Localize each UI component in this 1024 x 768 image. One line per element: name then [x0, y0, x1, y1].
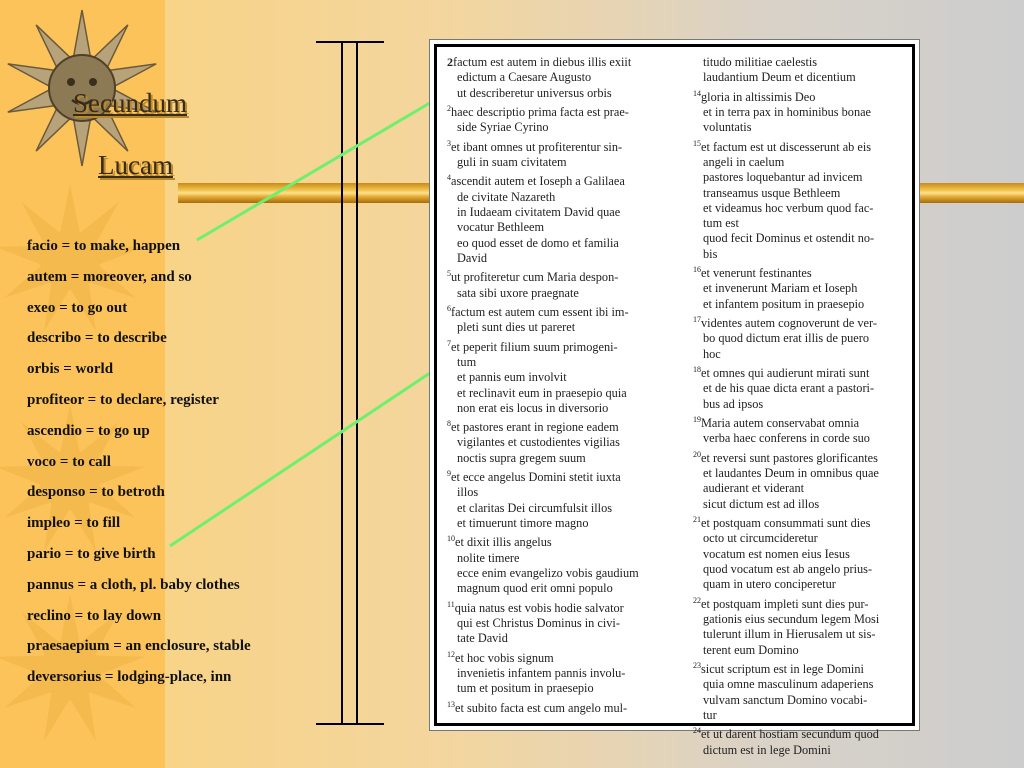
verse-text: titudo militiae caelestis [703, 55, 818, 69]
verse-line [693, 170, 907, 185]
verse-number: 4 [447, 173, 451, 183]
verse-line [693, 481, 907, 496]
verse-text: et in terra pax in hominibus bonae [703, 104, 872, 119]
verse-text: Maria autem conservabat omnia [701, 416, 860, 431]
verse-text: sicut dictum est ad illos [703, 496, 820, 511]
verse-line [693, 136, 907, 155]
verse-line [447, 435, 662, 450]
verse-text: pleti sunt dies ut pareret [457, 320, 576, 335]
verse-text: side Syriae Cyrino [457, 120, 549, 135]
verse-text: angeli in caelum [703, 154, 785, 169]
verse-line [693, 612, 907, 627]
verse-text: illos [457, 485, 479, 500]
verse-text: gationis eius secundum legem Mosi [703, 611, 880, 626]
verse-text: voluntatis [703, 120, 752, 135]
verse-line [447, 251, 662, 266]
verse-line [693, 297, 907, 312]
verse-line [693, 155, 907, 170]
vocab-item: ascendio = to go up [27, 422, 150, 439]
verse-line [693, 55, 907, 70]
verse-line [447, 416, 662, 435]
verse-text: et reclinavit eum in praesepio quia [457, 385, 627, 400]
verse-line [693, 431, 907, 446]
verse-line [447, 597, 662, 616]
verse-number: 13 [447, 699, 455, 709]
verse-text: tum [457, 354, 477, 369]
verse-line [447, 70, 662, 85]
verse-line [693, 86, 907, 105]
verse-text: et pannis eum involvit [457, 370, 567, 385]
verse-text: invenietis infantem pannis involu- [457, 666, 626, 681]
verse-line [693, 531, 907, 546]
verse-line [693, 281, 907, 296]
verse-text: haec descriptio prima facta est prae- [451, 104, 629, 119]
verse-number: 7 [447, 338, 451, 348]
verse-line [693, 512, 907, 531]
verse-line [447, 401, 662, 416]
verse-number: 3 [447, 138, 451, 148]
verse-line [447, 236, 662, 251]
verse-text: vigilantes et custodientes vigilias [457, 435, 620, 450]
verse-number: 15 [693, 138, 701, 148]
vocab-item: exeo = to go out [27, 299, 128, 316]
verse-line [693, 627, 907, 642]
verse-text: et reversi sunt pastores glorificantes [701, 450, 878, 465]
verse-text: vulvam sanctum Domino vocabi- [703, 692, 868, 707]
verse-line [447, 566, 662, 581]
verse-text: magnum quod erit omni populo [457, 581, 613, 596]
verse-text: eo quod esset de domo et familia [457, 235, 619, 250]
vocab-item: reclino = to lay down [27, 607, 162, 624]
vocab-item: orbis = world [27, 361, 114, 378]
verse-line [693, 447, 907, 466]
verse-text: vocatum est nomen eius Iesus [703, 546, 850, 561]
verse-number: 10 [447, 534, 455, 544]
verse-line [693, 743, 907, 758]
verse-text: bis [703, 246, 718, 261]
verse-line [693, 247, 907, 262]
verse-text: transeamus usque Bethleem [703, 185, 841, 200]
vocab-item: pannus = a cloth, pl. baby clothes [27, 576, 240, 593]
verse-line [447, 355, 662, 370]
verse-line [693, 262, 907, 281]
verse-number: 16 [693, 265, 701, 275]
verse-line [447, 666, 662, 681]
vocab-item: pario = to give birth [27, 545, 156, 562]
verse-line [693, 70, 907, 85]
vulgate-page-image [429, 39, 920, 757]
verse-text: de civitate Nazareth [457, 189, 556, 204]
vocab-item: deversorius = lodging-place, inn [27, 669, 232, 686]
verse-line [693, 231, 907, 246]
verse-line [693, 658, 907, 677]
verse-text: et factum est ut discesserunt ab eis [701, 139, 872, 154]
verse-line [693, 362, 907, 381]
verse-number: 24 [693, 726, 701, 736]
verse-line [447, 451, 662, 466]
verse-number: 20 [693, 449, 701, 459]
verse-line [447, 336, 662, 355]
verse-text: noctis supra gregem suum [457, 450, 586, 465]
text-column-left [447, 55, 662, 716]
arrow-pario [170, 358, 453, 546]
verse-line [693, 312, 907, 331]
vocab-item: facio = to make, happen [27, 238, 181, 254]
verse-line [447, 681, 662, 696]
verse-line [447, 631, 662, 646]
verse-line [447, 86, 662, 101]
verse-line [447, 551, 662, 566]
verse-text: tum est [703, 216, 739, 231]
verse-line [693, 723, 907, 742]
verse-number: 21 [693, 514, 701, 524]
vocab-item: autem = moreover, and so [27, 268, 192, 285]
verse-line [693, 593, 907, 612]
verse-line [693, 562, 907, 577]
verse-line [447, 301, 662, 320]
verse-text: ecce enim evangelizo vobis gaudium [457, 566, 639, 581]
verse-line [693, 466, 907, 481]
verse-text: et infantem positum in praesepio [703, 296, 865, 311]
verse-number: 2 [447, 55, 453, 69]
verse-line [693, 186, 907, 201]
verse-text: edictum a Caesare Augusto [457, 70, 592, 85]
verse-text: et videamus hoc verbum quod fac- [703, 200, 874, 215]
verse-text: verba haec conferens in corde suo [703, 431, 870, 446]
verse-line [447, 320, 662, 335]
verse-text: et hoc vobis signum [455, 650, 554, 665]
verse-line [447, 466, 662, 485]
verse-line [693, 201, 907, 216]
verse-line [447, 386, 662, 401]
verse-line [693, 412, 907, 431]
verse-text: gloria in altissimis Deo [701, 89, 816, 104]
verse-line [693, 347, 907, 362]
verse-text: sicut scriptum est in lege Domini [701, 661, 864, 676]
verse-text: quod fecit Dominus et ostendit no- [703, 231, 875, 246]
verse-number: 6 [447, 303, 451, 313]
verse-number: 5 [447, 269, 451, 279]
verse-line [447, 531, 662, 550]
verse-line [447, 55, 662, 70]
verse-text: et invenerunt Mariam et Ioseph [703, 281, 858, 296]
verse-text: quia natus est vobis hodie salvator [454, 600, 624, 615]
verse-line [447, 136, 662, 155]
verse-text: et ut darent hostiam secundum quod [701, 727, 879, 742]
text-column-right [693, 55, 907, 758]
verse-text: nolite timere [457, 550, 520, 565]
title-line-1: Secundum [73, 88, 187, 118]
verse-text: quod vocatum est ab angelo prius- [703, 561, 873, 576]
arrow-facio [197, 89, 452, 240]
verse-text: factum est autem cum essent ibi im- [451, 304, 629, 319]
verse-text: tum et positum in praesepio [457, 681, 594, 696]
verse-text: tulerunt illum in Hierusalem ut sis- [703, 627, 876, 642]
verse-text: ascendit autem et Ioseph a Galilaea [451, 174, 625, 189]
verse-text: ut describeretur universus orbis [457, 85, 612, 100]
verse-line [693, 577, 907, 592]
verse-text: non erat eis locus in diversorio [457, 400, 609, 415]
verse-number: 18 [693, 365, 701, 375]
verse-text: pastores loquebantur ad invicem [703, 170, 863, 185]
verse-text: factum est autem in diebus illis exiit [453, 55, 632, 69]
verse-line [447, 647, 662, 666]
verse-line [447, 581, 662, 596]
verse-line [447, 190, 662, 205]
vocab-item: desponso = to betroth [27, 484, 165, 501]
verse-text: et laudantes Deum in omnibus quae [703, 466, 879, 481]
verse-line [447, 485, 662, 500]
verse-line [693, 381, 907, 396]
verse-text: videntes autem cognoverunt de ver- [701, 316, 877, 331]
verse-text: audierant et viderant [703, 481, 805, 496]
verse-text: et omnes qui audierunt mirati sunt [701, 366, 870, 381]
verse-line [447, 266, 662, 285]
verse-text: bo quod dictum erat illis de puero [703, 331, 869, 346]
verse-line [693, 120, 907, 135]
verse-text: et dixit illis angelus [455, 535, 552, 550]
verse-line [693, 708, 907, 723]
verse-text: quam in utero conciperetur [703, 577, 836, 592]
verse-line [447, 170, 662, 189]
verse-line [693, 331, 907, 346]
verse-line [693, 105, 907, 120]
verse-text: quia omne masculinum adaperiens [703, 677, 874, 692]
verse-text: et pastores erant in regione eadem [451, 420, 619, 435]
verse-line [693, 497, 907, 512]
verse-line [447, 101, 662, 120]
verse-text: in Iudaeam civitatem David quae [457, 204, 621, 219]
verse-line [693, 216, 907, 231]
verse-line [447, 155, 662, 170]
verse-text: hoc [703, 346, 721, 361]
verse-text: guli in suam civitatem [457, 154, 567, 169]
verse-text: David [457, 250, 488, 265]
verse-line [693, 397, 907, 412]
verse-text: dictum est in lege Domini [703, 742, 831, 757]
verse-line [447, 220, 662, 235]
verse-text: et postquam impleti sunt dies pur- [701, 596, 869, 611]
verse-number: 22 [693, 595, 701, 605]
verse-number: 19 [693, 415, 701, 424]
verse-text: tur [703, 707, 717, 722]
verse-text: et ibant omnes ut profiterentur sin- [451, 139, 623, 154]
verse-number: 2 [447, 103, 451, 113]
verse-number: 23 [693, 660, 701, 670]
verse-number: 8 [447, 419, 451, 429]
verse-line [447, 501, 662, 516]
verse-number: 9 [447, 469, 451, 479]
page-frame [434, 44, 915, 757]
verse-line [693, 693, 907, 708]
verse-text: et timuerunt timore magno [457, 516, 589, 531]
verse-number: 14 [693, 88, 701, 98]
verse-text: ut profiteretur cum Maria despon- [451, 270, 619, 285]
verse-text: qui est Christus Dominus in civi- [457, 616, 620, 631]
verse-text: et de his quae dicta erant a pastori- [703, 381, 875, 396]
verse-line [447, 205, 662, 220]
title-line-2: Lucam [98, 150, 173, 180]
verse-line [693, 547, 907, 562]
verse-text: et subito facta est cum angelo mul- [455, 700, 628, 715]
vocab-item: voco = to call [27, 453, 111, 470]
verse-number: 12 [447, 649, 455, 659]
verse-number: 11 [447, 599, 455, 609]
verse-text: vocatur Bethleem [457, 220, 545, 235]
vocab-item: describo = to describe [27, 330, 167, 347]
verse-line [447, 286, 662, 301]
verse-line [447, 697, 662, 716]
verse-number: 17 [693, 315, 701, 325]
verse-text: et claritas Dei circumfulsit illos [457, 500, 613, 515]
verse-text: tate David [457, 631, 508, 646]
verse-line [693, 643, 907, 658]
verse-text: et venerunt festinantes [701, 266, 812, 281]
vocab-item: profiteor = to declare, register [27, 391, 219, 408]
verse-line [693, 677, 907, 692]
verse-text: et peperit filium suum primogeni- [451, 339, 618, 354]
verse-text: bus ad ipsos [703, 396, 764, 411]
verse-text: terent eum Domino [703, 642, 799, 657]
verse-text: et postquam consummati sunt dies [701, 516, 871, 531]
verse-line [447, 616, 662, 631]
verse-text: octo ut circumcideretur [703, 531, 818, 546]
verse-line [447, 120, 662, 135]
verse-text: et ecce angelus Domini stetit iuxta [451, 470, 621, 485]
vocab-item: praesaepium = an enclosure, stable [27, 638, 251, 655]
verse-text: laudantium Deum et dicentium [703, 70, 856, 85]
vocab-item: impleo = to fill [27, 515, 121, 532]
verse-line [447, 516, 662, 531]
verse-text: sata sibi uxore praegnate [457, 285, 579, 300]
verse-line [447, 370, 662, 385]
